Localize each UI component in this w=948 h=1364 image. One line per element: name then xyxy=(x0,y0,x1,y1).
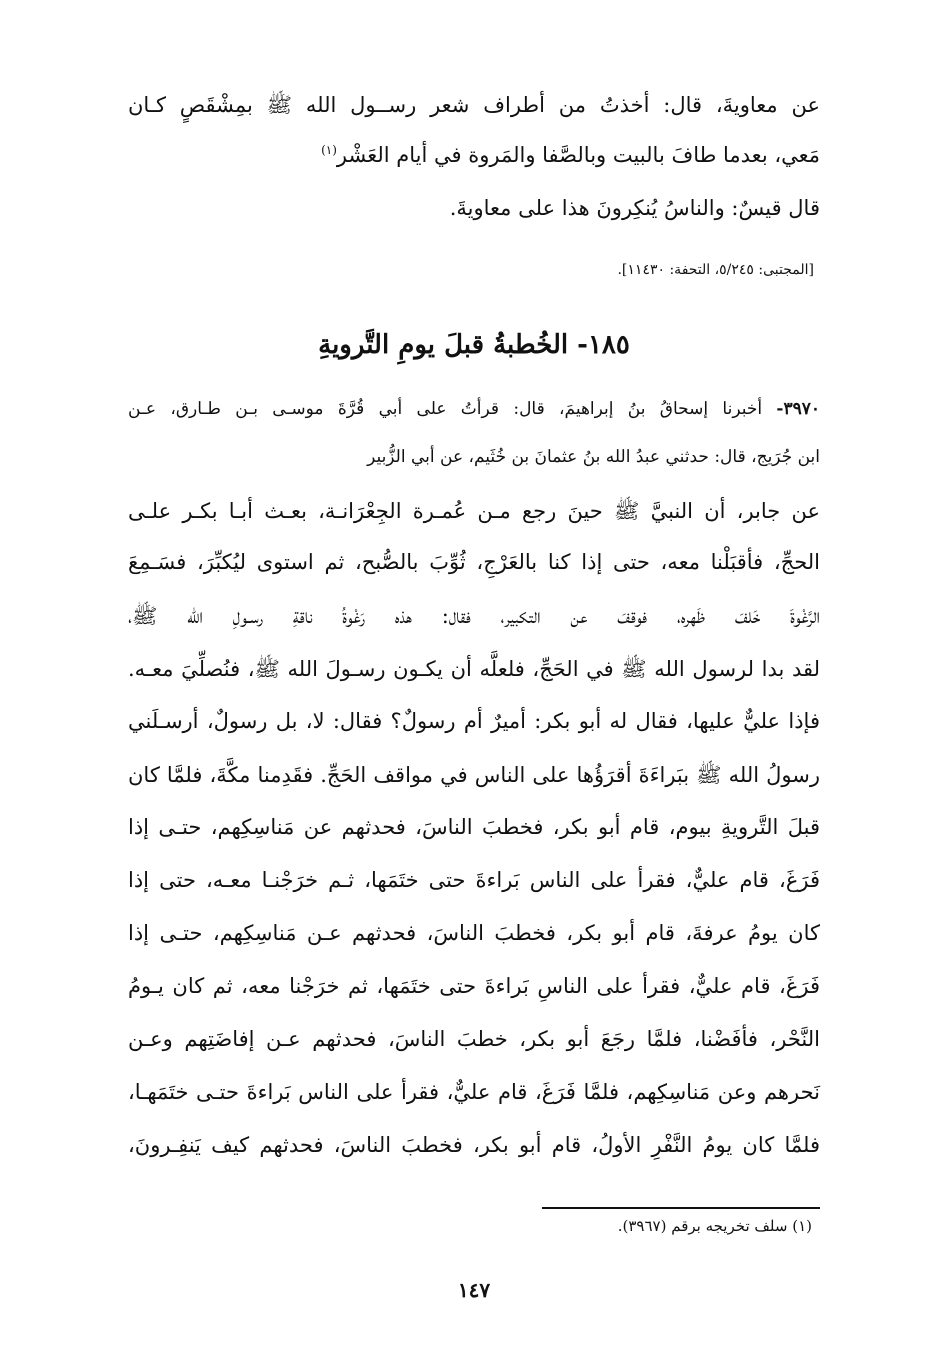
chapter-heading: ١٨٥- الخُطبةُ قبلَ يومِ التَّرويةِ xyxy=(318,330,630,360)
isnad-text: أخبرنا إسحاقُ بنُ إبراهيمَ، قال: قرأتُ على أبي قُرَّةَ موسـى بـن طـارق، عـن xyxy=(128,399,763,419)
text-line: قبلَ التَّرويةِ بيوم، قام أبو بكر، فخطبَ الناسَ، فحدثهم عن مَناسِكِهم، حتـى إذا xyxy=(128,815,820,839)
page-number: ١٤٧ xyxy=(457,1278,491,1302)
text-line: لقد بدا لرسول الله ﷺ في الحَجِّ، فلعلَّه أن يكـون رسـولَ الله ﷺ، فنُصلِّيَ معـه. xyxy=(128,657,820,681)
isnad-line xyxy=(128,399,820,419)
text-line-content: مَعي، بعدما طافَ بالبيت وبالصَّفا والمَروة في أيام العَشْر xyxy=(336,143,820,167)
footnote-ref: (١) xyxy=(321,143,337,157)
text-line: عن معاويةَ، قال: أخذتُ من أطراف شعر رســول الله ﷺ بمِشْقَصٍ كـان xyxy=(128,93,820,117)
text-line: فإذا عليٌّ عليها، فقال له أبو بكر: أميرٌ أم رسولٌ؟ فقال: لا، بل رسولٌ، أرسـلَني xyxy=(128,709,820,733)
footnote-divider xyxy=(542,1207,820,1209)
text-line: فَرَغَ، قام عليٌّ، فقرأ على الناسِ بَراءةَ حتى ختَمَها، ثم خرَجْنا معه، ثم كان يـومُ xyxy=(128,974,820,998)
text-line: رسولُ الله ﷺ ببَراءَةَ أقرَؤُها على الناس في مواقف الحَجِّ. فقَدِمنا مكَّةَ، فلمَّا كان xyxy=(128,763,820,787)
text-line: كان يومُ عرفةَ، قام أبو بكر، فخطبَ الناسَ، فحدثهم عـن مَناسِكِهم، حتـى إذا xyxy=(128,921,820,945)
text-line: عن جابر، أن النبيَّ ﷺ حينَ رجع مـن عُمـرة الجِعْرَانـة، بعـث أبـا بكـر علـى xyxy=(128,499,820,523)
text-line xyxy=(128,143,820,167)
text-line: نَحرهم وعن مَناسِكِهم، فلمَّا فَرَغَ، قام عليٌّ، فقرأ على الناس بَراءةَ حتـى ختَمَهـا، xyxy=(128,1080,820,1104)
text-line: الرَّغْوةَ خَلفَ ظَهره، فوقفَ عن التكبير، فقال: هذه رَغْوةُ ناقةِ رسـولِ الله ﷺ، xyxy=(128,604,820,628)
text-line: الحجِّ، فأقبَلْنا معه، حتى إذا كنا بالعَرْجِ، ثُوِّبَ بالصُّبح، ثم استوى ليُكبِّرَ، فسَـمِعَ xyxy=(128,550,820,574)
text-line: فلمَّا كان يومُ النَّفْرِ الأولُ، قام أبو بكر، فخطبَ الناسَ، فحدثهم كيف يَنفِـرونَ، xyxy=(128,1133,820,1157)
text-line: قال قيسٌ: والناسُ يُنكِرونَ هذا على معاويةَ. xyxy=(449,196,820,220)
hadith-number: ٣٩٧٠- xyxy=(776,399,821,419)
text-line: فَرَغَ، قام عليٌّ، فقرأ على الناس بَراءةَ حتى ختَمَها، ثـم خرَجْنـا معـه، حتى إذا xyxy=(128,868,820,892)
text-line: النَّحْر، فأفَضْنا، فلمَّا رجَعَ أبو بكر، خطبَ الناسَ، فحدثهم عـن إفاضَتِهم وعـن xyxy=(128,1027,820,1051)
source-citation: [المجتبى: ٥/٢٤٥، التحفة: ١١٤٣٠]. xyxy=(617,262,814,278)
isnad-line: ابن جُرَيج، قال: حدثني عبدُ الله بنُ عثمانَ بن خُثَيم، عن أبي الزُّبير xyxy=(367,447,820,467)
footnote: (١) سلف تخريجه برقم (٣٩٦٧). xyxy=(617,1217,812,1235)
